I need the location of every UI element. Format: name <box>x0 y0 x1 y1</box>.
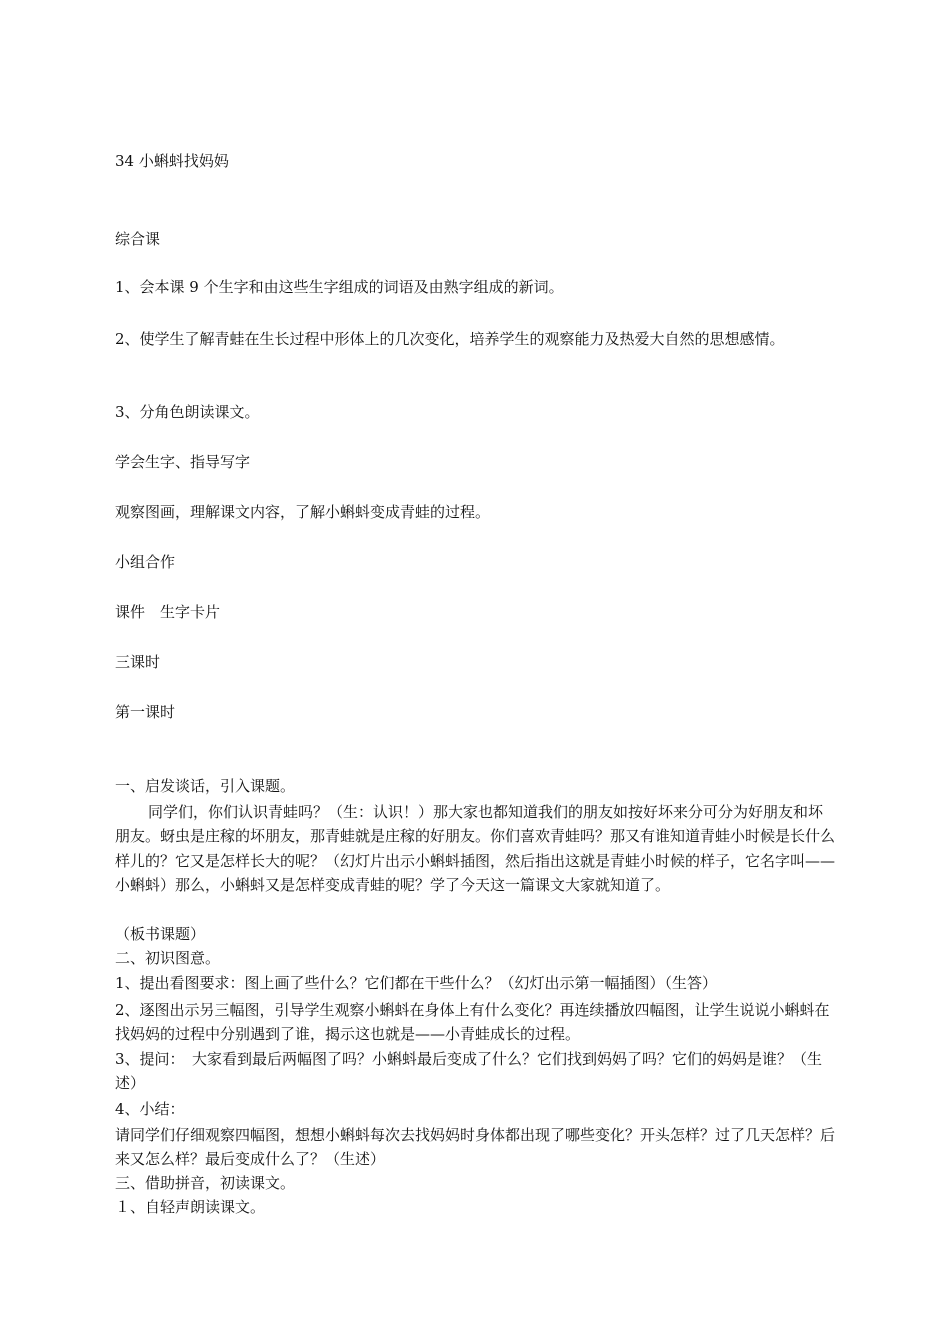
lesson-title: 34 小蝌蚪找妈妈 <box>115 152 229 170</box>
teaching-method: 小组合作 <box>115 553 176 571</box>
objective-1: 1、会本课 9 个生字和由这些生字组成的词语及由熟字组成的新词。 <box>115 278 564 296</box>
section-2-heading: 二、初识图意。 <box>115 949 221 967</box>
objective-3: 3、分角色朗读课文。 <box>115 403 260 421</box>
section-3-heading: 三、借助拼音，初读课文。 <box>115 1174 296 1192</box>
section-2-item-1: 1、提出看图要求：图上画了些什么？它们都在干些什么？（幻灯出示第一幅插图）（生答） <box>115 974 718 992</box>
teaching-materials: 课件 生字卡片 <box>115 603 221 621</box>
section-1-paragraph: 同学们，你们认识青蛙吗？（生：认识！）那大家也都知道我们的朋友如按好坏来分可分为好朋友和坏朋友。蚜虫是庄稼的坏朋友，那青蛙就是庄稼的好朋友。你们喜欢青蛙吗？那又有谁知道青蛙小时候是长什么样儿的？它又是怎样长大的呢？（幻灯片出示小蝌蚪插图，然后指出这就是青蛙小时候的样子，它名字叫——小蝌蚪）那么，小蝌蚪又是怎样变成青蛙的呢？学了今天这一篇课文大家就知道了。 <box>115 803 836 894</box>
key-point: 学会生字、指导写字 <box>115 453 251 471</box>
objective-2: 2、使学生了解青蛙在生长过程中形体上的几次变化，培养学生的观察能力及热爱大自然的思想感情。 <box>115 330 785 348</box>
section-2-summary: 请同学们仔细观察四幅图，想想小蝌蚪每次去找妈妈时身体都出现了哪些变化？开头怎样？过了几天怎样？后来又怎么样？最后变成什么了？（生述） <box>115 1126 836 1169</box>
section-3-item-1: １、自轻声朗读课文。 <box>115 1198 266 1216</box>
lesson-type: 综合课 <box>115 230 161 248</box>
section-2-item-2: 2、逐图出示另三幅图，引导学生观察小蝌蚪在身体上有什么变化？再连续播放四幅图，让学生说说小蝌蚪在找妈妈的过程中分别遇到了谁，揭示这也就是——小青蛙成长的过程。 <box>115 1001 830 1044</box>
period-title: 第一课时 <box>115 703 176 721</box>
section-2-item-3: 3、提问： 大家看到最后两幅图了吗？小蝌蚪最后变成了什么？它们找到妈妈了吗？它们的妈妈是谁？（生述） <box>115 1050 823 1093</box>
board-note: （板书课题） <box>115 925 206 943</box>
section-2-item-4: 4、小结： <box>115 1100 185 1118</box>
class-periods: 三课时 <box>115 653 161 671</box>
difficulty: 观察图画，理解课文内容，了解小蝌蚪变成青蛙的过程。 <box>115 503 491 521</box>
section-1-heading: 一、启发谈话，引入课题。 <box>115 777 296 795</box>
